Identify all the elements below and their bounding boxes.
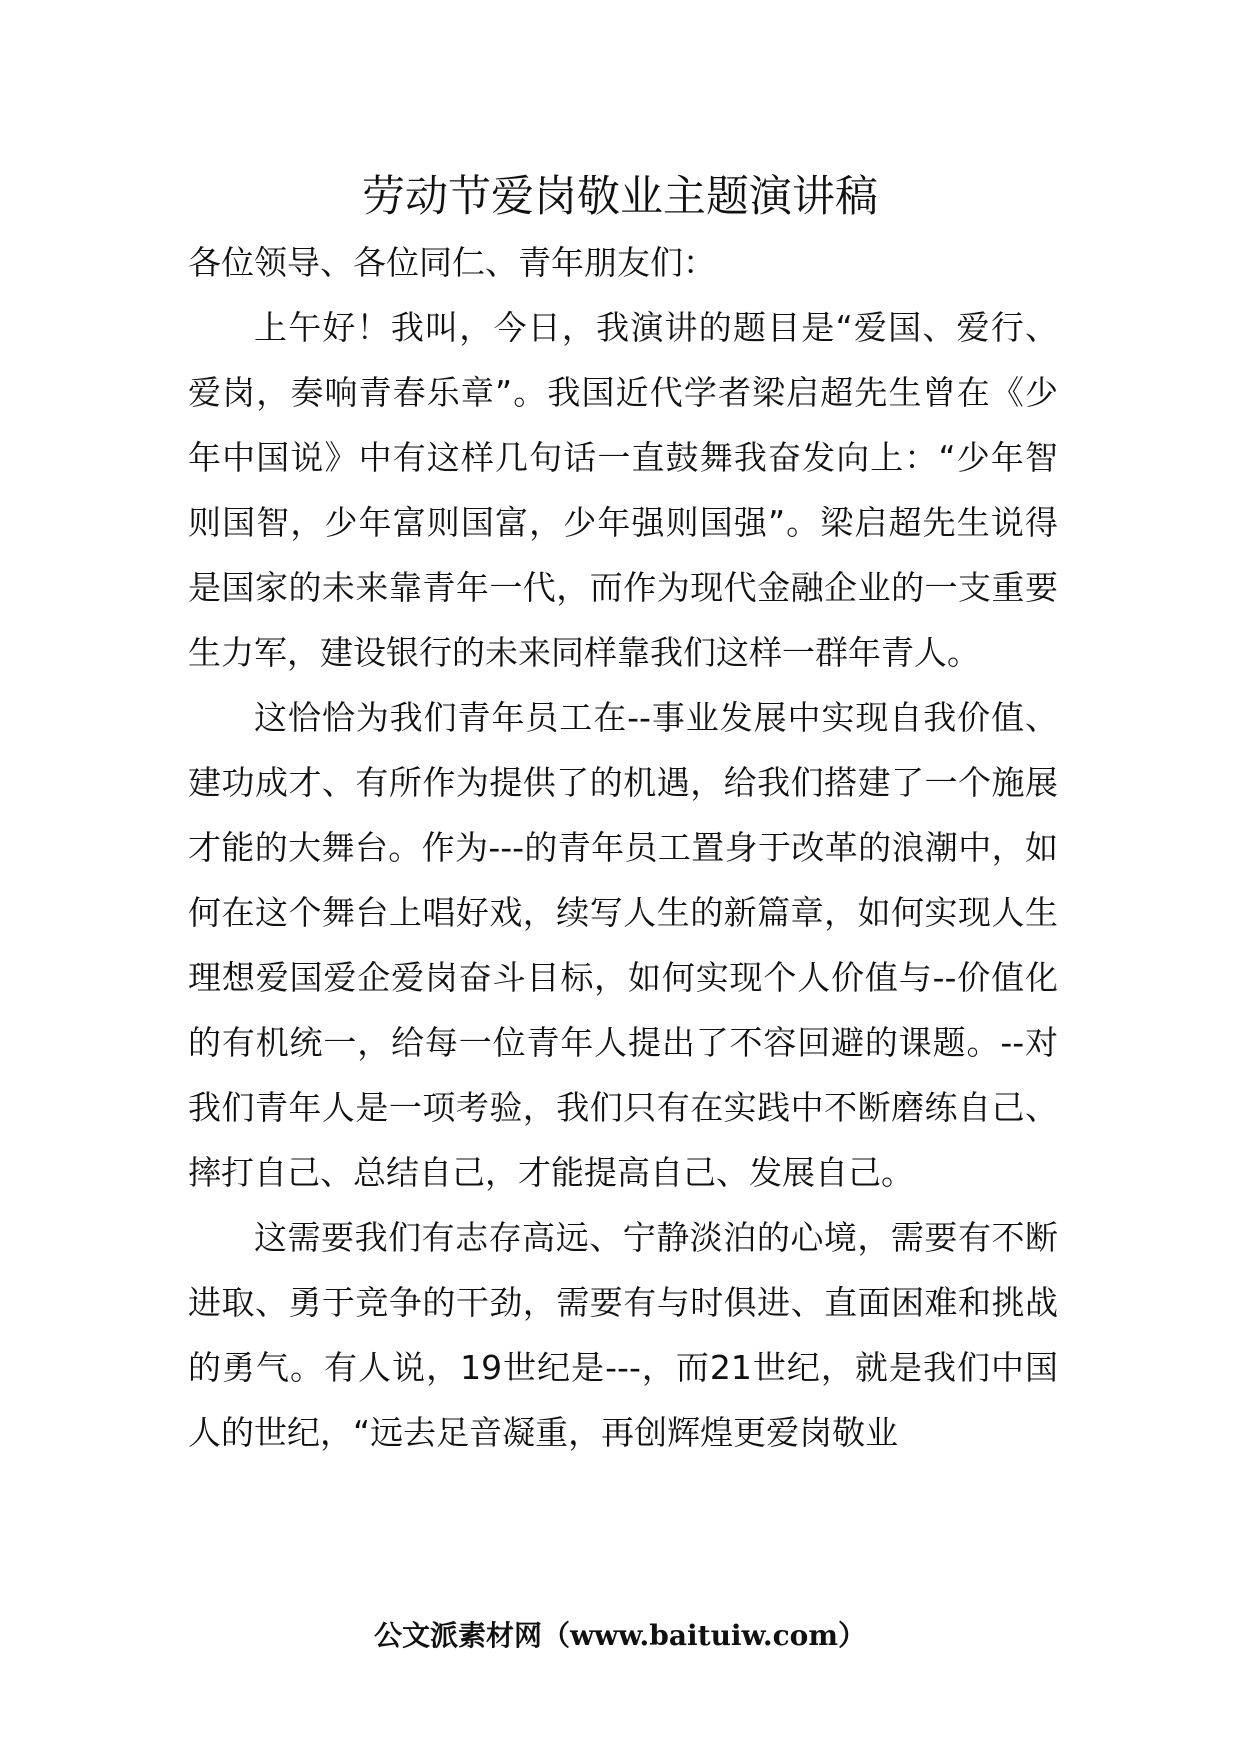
page-footer: 公文派素材网（www.baituiw.com） [374, 1619, 866, 1652]
document-body [188, 238, 1058, 1465]
salutation: 各位领导、各位同仁、青年朋友们： [188, 243, 716, 282]
paragraph-1: 上午好！我叫，今日，我演讲的题目是“爱国、爱行、爱岗，奏响青春乐章”。我国近代学者梁启超先生曾在《少年中国说》中有这样几句话一直鼓舞我奋发向上：“少年智则国智，少年富则国富，少年强则国强”。梁启超先生说得是国家的未来靠青年一代，而作为现代金融企业的一支重要生力军，建设银行的未来同样靠我们这样一群年青人。 [188, 308, 1058, 672]
paragraph-3: 这需要我们有志存高远、宁静淡泊的心境，需要有不断进取、勇于竞争的干劲，需要有与时俱进、直面困难和挑战的勇气。有人说，19世纪是---，而21世纪，就是我们中国人的世纪，“远去足音凝重，再创辉煌更爱岗敬业 [188, 1218, 1058, 1452]
paragraph-2: 这恰恰为我们青年员工在--事业发展中实现自我价值、建功成才、有所作为提供了的机遇，给我们搭建了一个施展才能的大舞台。作为---的青年员工置身于改革的浪潮中，如何在这个舞台上唱好戏，续写人生的新篇章，如何实现人生理想爱国爱企爱岗奋斗目标，如何实现个人价值与--价值化的有机统一，给每一位青年人提出了不容回避的课题。--对我们青年人是一项考验，我们只有在实践中不断磨练自己、摔打自己、总结自己，才能提高自己、发展自己。 [188, 698, 1058, 1192]
document-title: 劳动节爱岗敬业主题演讲稿 [362, 172, 878, 222]
